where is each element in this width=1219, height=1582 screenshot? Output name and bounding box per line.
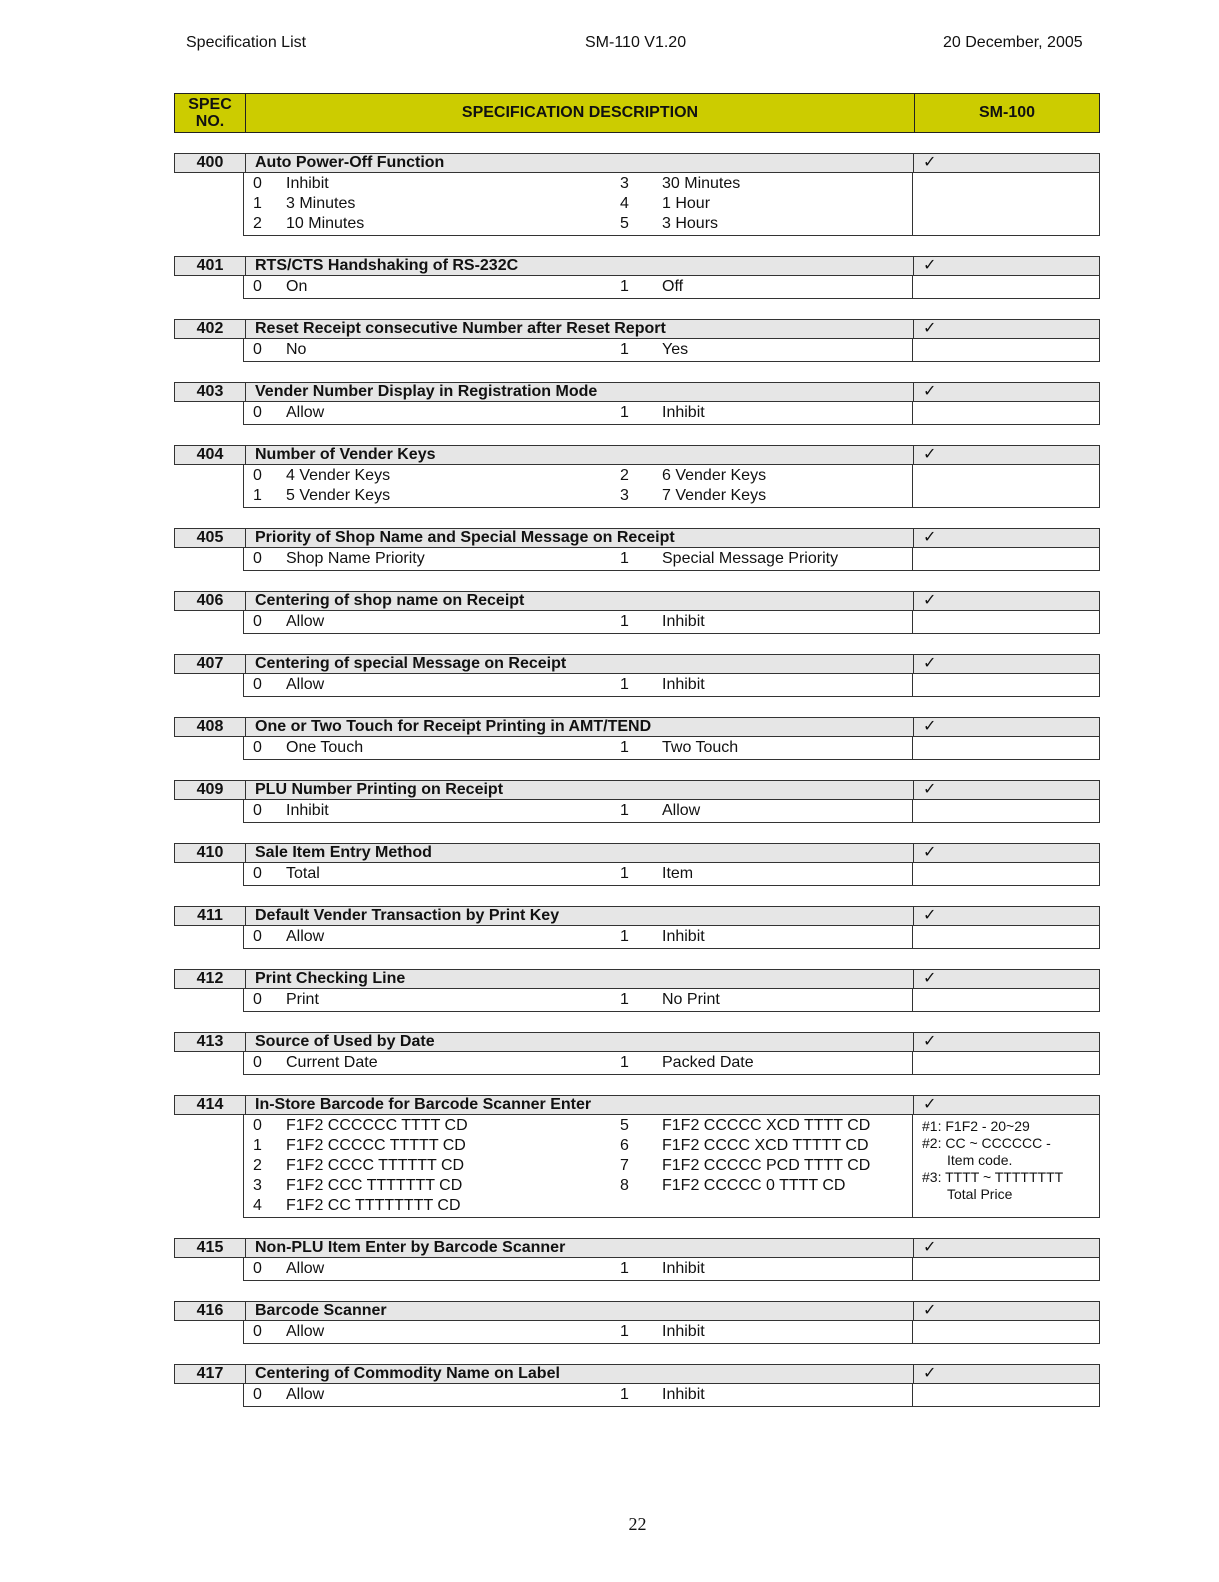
- option-code: 4: [253, 1197, 262, 1214]
- option-label: F1F2 CCCCC PCD TTTT CD: [662, 1157, 871, 1174]
- option-label: 4 Vender Keys: [286, 467, 391, 484]
- check-mark-icon: ✓: [923, 1239, 937, 1256]
- option-code: 0: [253, 1054, 262, 1071]
- option-code: 0: [253, 175, 262, 192]
- spec-options: [244, 674, 913, 696]
- header-model-version: SM-110 V1.20: [585, 34, 687, 51]
- spec-title: Number of Vender Keys: [246, 446, 914, 464]
- spec-title: One or Two Touch for Receipt Printing in AMT/TEND: [246, 718, 914, 736]
- spec-number: 411: [175, 907, 246, 925]
- spec-options: [244, 863, 913, 885]
- spec-model-note: [913, 800, 1099, 822]
- option-code: 0: [253, 1260, 262, 1277]
- option-label: F1F2 CCCCC XCD TTTT CD: [662, 1117, 871, 1134]
- spec-options-row: [243, 1052, 1100, 1075]
- check-mark-icon: ✓: [923, 529, 937, 546]
- spec-options-row: [243, 800, 1100, 823]
- option-code: 1: [620, 1386, 629, 1403]
- check-mark-icon: ✓: [923, 1302, 937, 1319]
- spec-options-row: [243, 1258, 1100, 1281]
- spec-list: [174, 153, 1100, 1427]
- column-header-spec-no: SPEC NO.: [175, 94, 246, 132]
- option-label: 6 Vender Keys: [662, 467, 767, 484]
- option-code: 0: [253, 676, 262, 693]
- option-code: 0: [253, 1386, 262, 1403]
- spec-title: Barcode Scanner: [246, 1302, 914, 1320]
- spec-411: [174, 906, 1100, 949]
- option-label: F1F2 CCCC TTTTTT CD: [286, 1157, 465, 1174]
- spec-title: Centering of Commodity Name on Label: [246, 1365, 914, 1383]
- spec-options: [244, 989, 913, 1011]
- option-label: Inhibit: [662, 404, 705, 421]
- spec-number: 405: [175, 529, 246, 547]
- spec-options-row: [243, 926, 1100, 949]
- spec-410: [174, 843, 1100, 886]
- spec-403: [174, 382, 1100, 425]
- spec-model-note: [913, 548, 1099, 570]
- option-code: 1: [253, 487, 262, 504]
- spec-title: RTS/CTS Handshaking of RS-232C: [246, 257, 914, 275]
- spec-model-note: [913, 863, 1099, 885]
- option-label: 30 Minutes: [662, 175, 741, 192]
- option-code: 1: [620, 991, 629, 1008]
- option-label: One Touch: [286, 739, 364, 756]
- spec-options-row: [243, 173, 1100, 236]
- spec-title: Non-PLU Item Enter by Barcode Scanner: [246, 1239, 914, 1257]
- note-line: #1: F1F2 - 20~29: [922, 1118, 1030, 1134]
- spec-title: Sale Item Entry Method: [246, 844, 914, 862]
- spec-number: 415: [175, 1239, 246, 1257]
- option-label: Inhibit: [662, 928, 705, 945]
- header-date: 20 December, 2005: [943, 34, 1083, 51]
- spec-model-note: [913, 926, 1099, 948]
- column-header-description: SPECIFICATION DESCRIPTION: [246, 94, 915, 132]
- spec-header-row: [174, 1238, 1100, 1258]
- spec-header-row: [174, 528, 1100, 548]
- spec-number: 406: [175, 592, 246, 610]
- spec-options-row: [243, 465, 1100, 508]
- spec-number: 408: [175, 718, 246, 736]
- check-mark-icon: ✓: [923, 592, 937, 609]
- option-code: 0: [253, 1117, 262, 1134]
- check-mark-icon: ✓: [923, 844, 937, 861]
- spec-options: [244, 548, 913, 570]
- option-code: 4: [620, 195, 629, 212]
- spec-options-row: [243, 611, 1100, 634]
- spec-header-row: [174, 591, 1100, 611]
- option-label: 10 Minutes: [286, 215, 365, 232]
- option-code: 0: [253, 341, 262, 358]
- spec-414: [174, 1095, 1100, 1218]
- option-code: 1: [620, 1323, 629, 1340]
- spec-title: Reset Receipt consecutive Number after Reset Report: [246, 320, 914, 338]
- spec-options: [244, 465, 913, 507]
- page-number: 22: [628, 1514, 647, 1534]
- spec-options: [244, 737, 913, 759]
- spec-header-row: [174, 319, 1100, 339]
- option-code: 2: [620, 467, 629, 484]
- spec-model-note: [913, 1052, 1099, 1074]
- option-label: Allow: [286, 1386, 325, 1403]
- option-code: 0: [253, 802, 262, 819]
- check-mark-icon: ✓: [923, 970, 937, 987]
- spec-header-row: [174, 256, 1100, 276]
- check-mark-icon: ✓: [923, 1365, 937, 1382]
- spec-number: 401: [175, 257, 246, 275]
- spec-model-note: [913, 402, 1099, 424]
- option-code: 1: [620, 865, 629, 882]
- spec-header-row: [174, 153, 1100, 173]
- option-label: Yes: [662, 341, 689, 358]
- option-label: Allow: [286, 1260, 325, 1277]
- spec-model-note: [913, 173, 1099, 235]
- spec-model-note: [913, 276, 1099, 298]
- check-mark-icon: ✓: [923, 907, 937, 924]
- spec-model-note: [913, 1115, 1099, 1217]
- option-label: 7 Vender Keys: [662, 487, 767, 504]
- spec-417: [174, 1364, 1100, 1407]
- check-mark-icon: ✓: [923, 655, 937, 672]
- option-code: 7: [620, 1157, 629, 1174]
- spec-402: [174, 319, 1100, 362]
- spec-409: [174, 780, 1100, 823]
- option-code: 0: [253, 613, 262, 630]
- spec-number: 410: [175, 844, 246, 862]
- spec-415: [174, 1238, 1100, 1281]
- spec-title: PLU Number Printing on Receipt: [246, 781, 914, 799]
- spec-model-note: [913, 1384, 1099, 1406]
- option-label: F1F2 CCCCCC TTTT CD: [286, 1117, 468, 1134]
- option-label: 3 Hours: [662, 215, 719, 232]
- option-label: Allow: [286, 1323, 325, 1340]
- option-label: Inhibit: [662, 1260, 705, 1277]
- spec-options: [244, 1384, 913, 1406]
- spec-options: [244, 402, 913, 424]
- spec-401: [174, 256, 1100, 299]
- spec-title: Source of Used by Date: [246, 1033, 914, 1051]
- spec-options: [244, 800, 913, 822]
- spec-title: Centering of shop name on Receipt: [246, 592, 914, 610]
- spec-412: [174, 969, 1100, 1012]
- spec-title: Auto Power-Off Function: [246, 154, 914, 172]
- option-label: Inhibit: [662, 1323, 705, 1340]
- option-label: 5 Vender Keys: [286, 487, 391, 504]
- option-code: 1: [620, 676, 629, 693]
- option-code: 3: [620, 487, 629, 504]
- spec-413: [174, 1032, 1100, 1075]
- check-mark-icon: ✓: [923, 446, 937, 463]
- spec-model-note: [913, 1321, 1099, 1343]
- spec-title: Vender Number Display in Registration Mode: [246, 383, 914, 401]
- header-doc-title: Specification List: [186, 34, 307, 51]
- spec-model-note: [913, 989, 1099, 1011]
- option-label: Inhibit: [286, 175, 329, 192]
- check-mark-icon: ✓: [923, 257, 937, 274]
- option-label: Inhibit: [662, 1386, 705, 1403]
- option-label: Total: [286, 865, 320, 882]
- spec-options: [244, 276, 913, 298]
- spec-407: [174, 654, 1100, 697]
- spec-header-row: [174, 1095, 1100, 1115]
- spec-number: 403: [175, 383, 246, 401]
- spec-options: [244, 173, 913, 235]
- option-label: Item: [662, 865, 694, 882]
- option-label: Inhibit: [662, 613, 705, 630]
- spec-header-row: [174, 1301, 1100, 1321]
- spec-model-note: [913, 611, 1099, 633]
- spec-header-row: [174, 780, 1100, 800]
- spec-options-row: [243, 1384, 1100, 1407]
- spec-title: In-Store Barcode for Barcode Scanner Enter: [246, 1096, 914, 1114]
- spec-model-note: [913, 339, 1099, 361]
- option-code: 1: [620, 802, 629, 819]
- option-code: 1: [620, 613, 629, 630]
- option-code: 1: [620, 928, 629, 945]
- spec-number: 400: [175, 154, 246, 172]
- spec-number: 404: [175, 446, 246, 464]
- option-code: 0: [253, 1323, 262, 1340]
- spec-405: [174, 528, 1100, 571]
- spec-header-row: [174, 906, 1100, 926]
- spec-number: 412: [175, 970, 246, 988]
- option-label: F1F2 CCCCC TTTTT CD: [286, 1137, 466, 1154]
- spec-options-row: [243, 1321, 1100, 1344]
- spec-408: [174, 717, 1100, 760]
- spec-406: [174, 591, 1100, 634]
- spec-number: 417: [175, 1365, 246, 1383]
- option-code: 3: [253, 1177, 262, 1194]
- option-label: Special Message Priority: [662, 550, 839, 567]
- option-label: Inhibit: [286, 802, 329, 819]
- option-label: Allow: [286, 676, 325, 693]
- spec-options-row: [243, 548, 1100, 571]
- option-code: 1: [620, 341, 629, 358]
- spec-options-row: [243, 737, 1100, 760]
- check-mark-icon: ✓: [923, 383, 937, 400]
- check-mark-icon: ✓: [923, 781, 937, 798]
- spec-options: [244, 926, 913, 948]
- option-code: 0: [253, 467, 262, 484]
- option-label: No: [286, 341, 307, 358]
- option-code: 1: [620, 739, 629, 756]
- option-code: 0: [253, 278, 262, 295]
- option-label: No Print: [662, 991, 720, 1008]
- check-mark-icon: ✓: [923, 718, 937, 735]
- option-code: 1: [620, 1260, 629, 1277]
- spec-number: 402: [175, 320, 246, 338]
- option-code: 1: [620, 278, 629, 295]
- spec-options: [244, 1321, 913, 1343]
- option-label: Inhibit: [662, 676, 705, 693]
- spec-options: [244, 1258, 913, 1280]
- spec-options-row: [243, 1115, 1100, 1218]
- option-label: F1F2 CCCC XCD TTTTT CD: [662, 1137, 869, 1154]
- spec-404: [174, 445, 1100, 508]
- check-mark-icon: ✓: [923, 154, 937, 171]
- spec-416: [174, 1301, 1100, 1344]
- spec-header-row: [174, 654, 1100, 674]
- spec-model-note: [913, 674, 1099, 696]
- option-code: 8: [620, 1177, 629, 1194]
- option-label: [662, 1196, 912, 1216]
- option-label: 3 Minutes: [286, 195, 356, 212]
- option-label: On: [286, 278, 308, 295]
- option-code: 3: [620, 175, 629, 192]
- option-code: 0: [253, 865, 262, 882]
- option-code: 2: [253, 215, 262, 232]
- option-code: 0: [253, 928, 262, 945]
- check-mark-icon: ✓: [923, 1033, 937, 1050]
- option-label: Shop Name Priority: [286, 550, 425, 567]
- option-label: Allow: [662, 802, 701, 819]
- spec-header-row: [174, 382, 1100, 402]
- spec-400: [174, 153, 1100, 236]
- spec-header-row: [174, 1364, 1100, 1384]
- spec-options: [244, 611, 913, 633]
- option-code: 1: [253, 195, 262, 212]
- option-code: 1: [253, 1137, 262, 1154]
- option-label: Current Date: [286, 1054, 378, 1071]
- spec-options: [244, 1115, 913, 1217]
- option-label: Packed Date: [662, 1054, 754, 1071]
- spec-options-row: [243, 339, 1100, 362]
- option-code: 0: [253, 991, 262, 1008]
- option-label: Allow: [286, 928, 325, 945]
- spec-title: Print Checking Line: [246, 970, 914, 988]
- option-code: 1: [620, 404, 629, 421]
- spec-title: Default Vender Transaction by Print Key: [246, 907, 914, 925]
- column-header-model: SM-100: [978, 104, 1036, 121]
- spec-options: [244, 339, 913, 361]
- spec-options-row: [243, 276, 1100, 299]
- spec-number: 409: [175, 781, 246, 799]
- option-code: 1: [620, 1054, 629, 1071]
- spec-model-note: [913, 465, 1099, 507]
- spec-number: 414: [175, 1096, 246, 1114]
- spec-title: Priority of Shop Name and Special Message on Receipt: [246, 529, 914, 547]
- option-code: 5: [620, 215, 629, 232]
- spec-number: 413: [175, 1033, 246, 1051]
- note-line: #3: TTTT ~ TTTTTTTT: [922, 1169, 1064, 1185]
- option-label: 1 Hour: [662, 195, 711, 212]
- spec-header-row: [174, 843, 1100, 863]
- column-header-row: [174, 93, 1100, 133]
- spec-title: Centering of special Message on Receipt: [246, 655, 914, 673]
- option-code: 5: [620, 1117, 629, 1134]
- spec-header-row: [174, 445, 1100, 465]
- note-line: Item code.: [947, 1152, 1013, 1168]
- option-label: Allow: [286, 404, 325, 421]
- spec-options: [244, 1052, 913, 1074]
- option-label: F1F2 CCCCC 0 TTTT CD: [662, 1177, 846, 1194]
- spec-model-note: [913, 1258, 1099, 1280]
- option-code: 0: [253, 739, 262, 756]
- spec-options-row: [243, 989, 1100, 1012]
- note-line: #2: CC ~ CCCCCC -: [922, 1135, 1051, 1151]
- spec-number: 416: [175, 1302, 246, 1320]
- spec-options-row: [243, 674, 1100, 697]
- option-label: Print: [286, 991, 319, 1008]
- check-mark-icon: ✓: [923, 320, 937, 337]
- option-label: Two Touch: [662, 739, 739, 756]
- spec-number: 407: [175, 655, 246, 673]
- check-mark-icon: ✓: [923, 1096, 937, 1113]
- spec-header-row: [174, 969, 1100, 989]
- option-label: Allow: [286, 613, 325, 630]
- option-label: F1F2 CCC TTTTTTT CD: [286, 1177, 463, 1194]
- option-label: Off: [662, 278, 684, 295]
- spec-model-note: [913, 737, 1099, 759]
- option-code: 6: [620, 1137, 629, 1154]
- option-code: [620, 1196, 662, 1216]
- spec-options-row: [243, 863, 1100, 886]
- spec-header-row: [174, 1032, 1100, 1052]
- option-code: 2: [253, 1157, 262, 1174]
- option-code: 0: [253, 550, 262, 567]
- option-code: 0: [253, 404, 262, 421]
- option-label: F1F2 CC TTTTTTTT CD: [286, 1197, 461, 1214]
- spec-header-row: [174, 717, 1100, 737]
- spec-options-row: [243, 402, 1100, 425]
- note-line: Total Price: [947, 1186, 1013, 1202]
- option-code: 1: [620, 550, 629, 567]
